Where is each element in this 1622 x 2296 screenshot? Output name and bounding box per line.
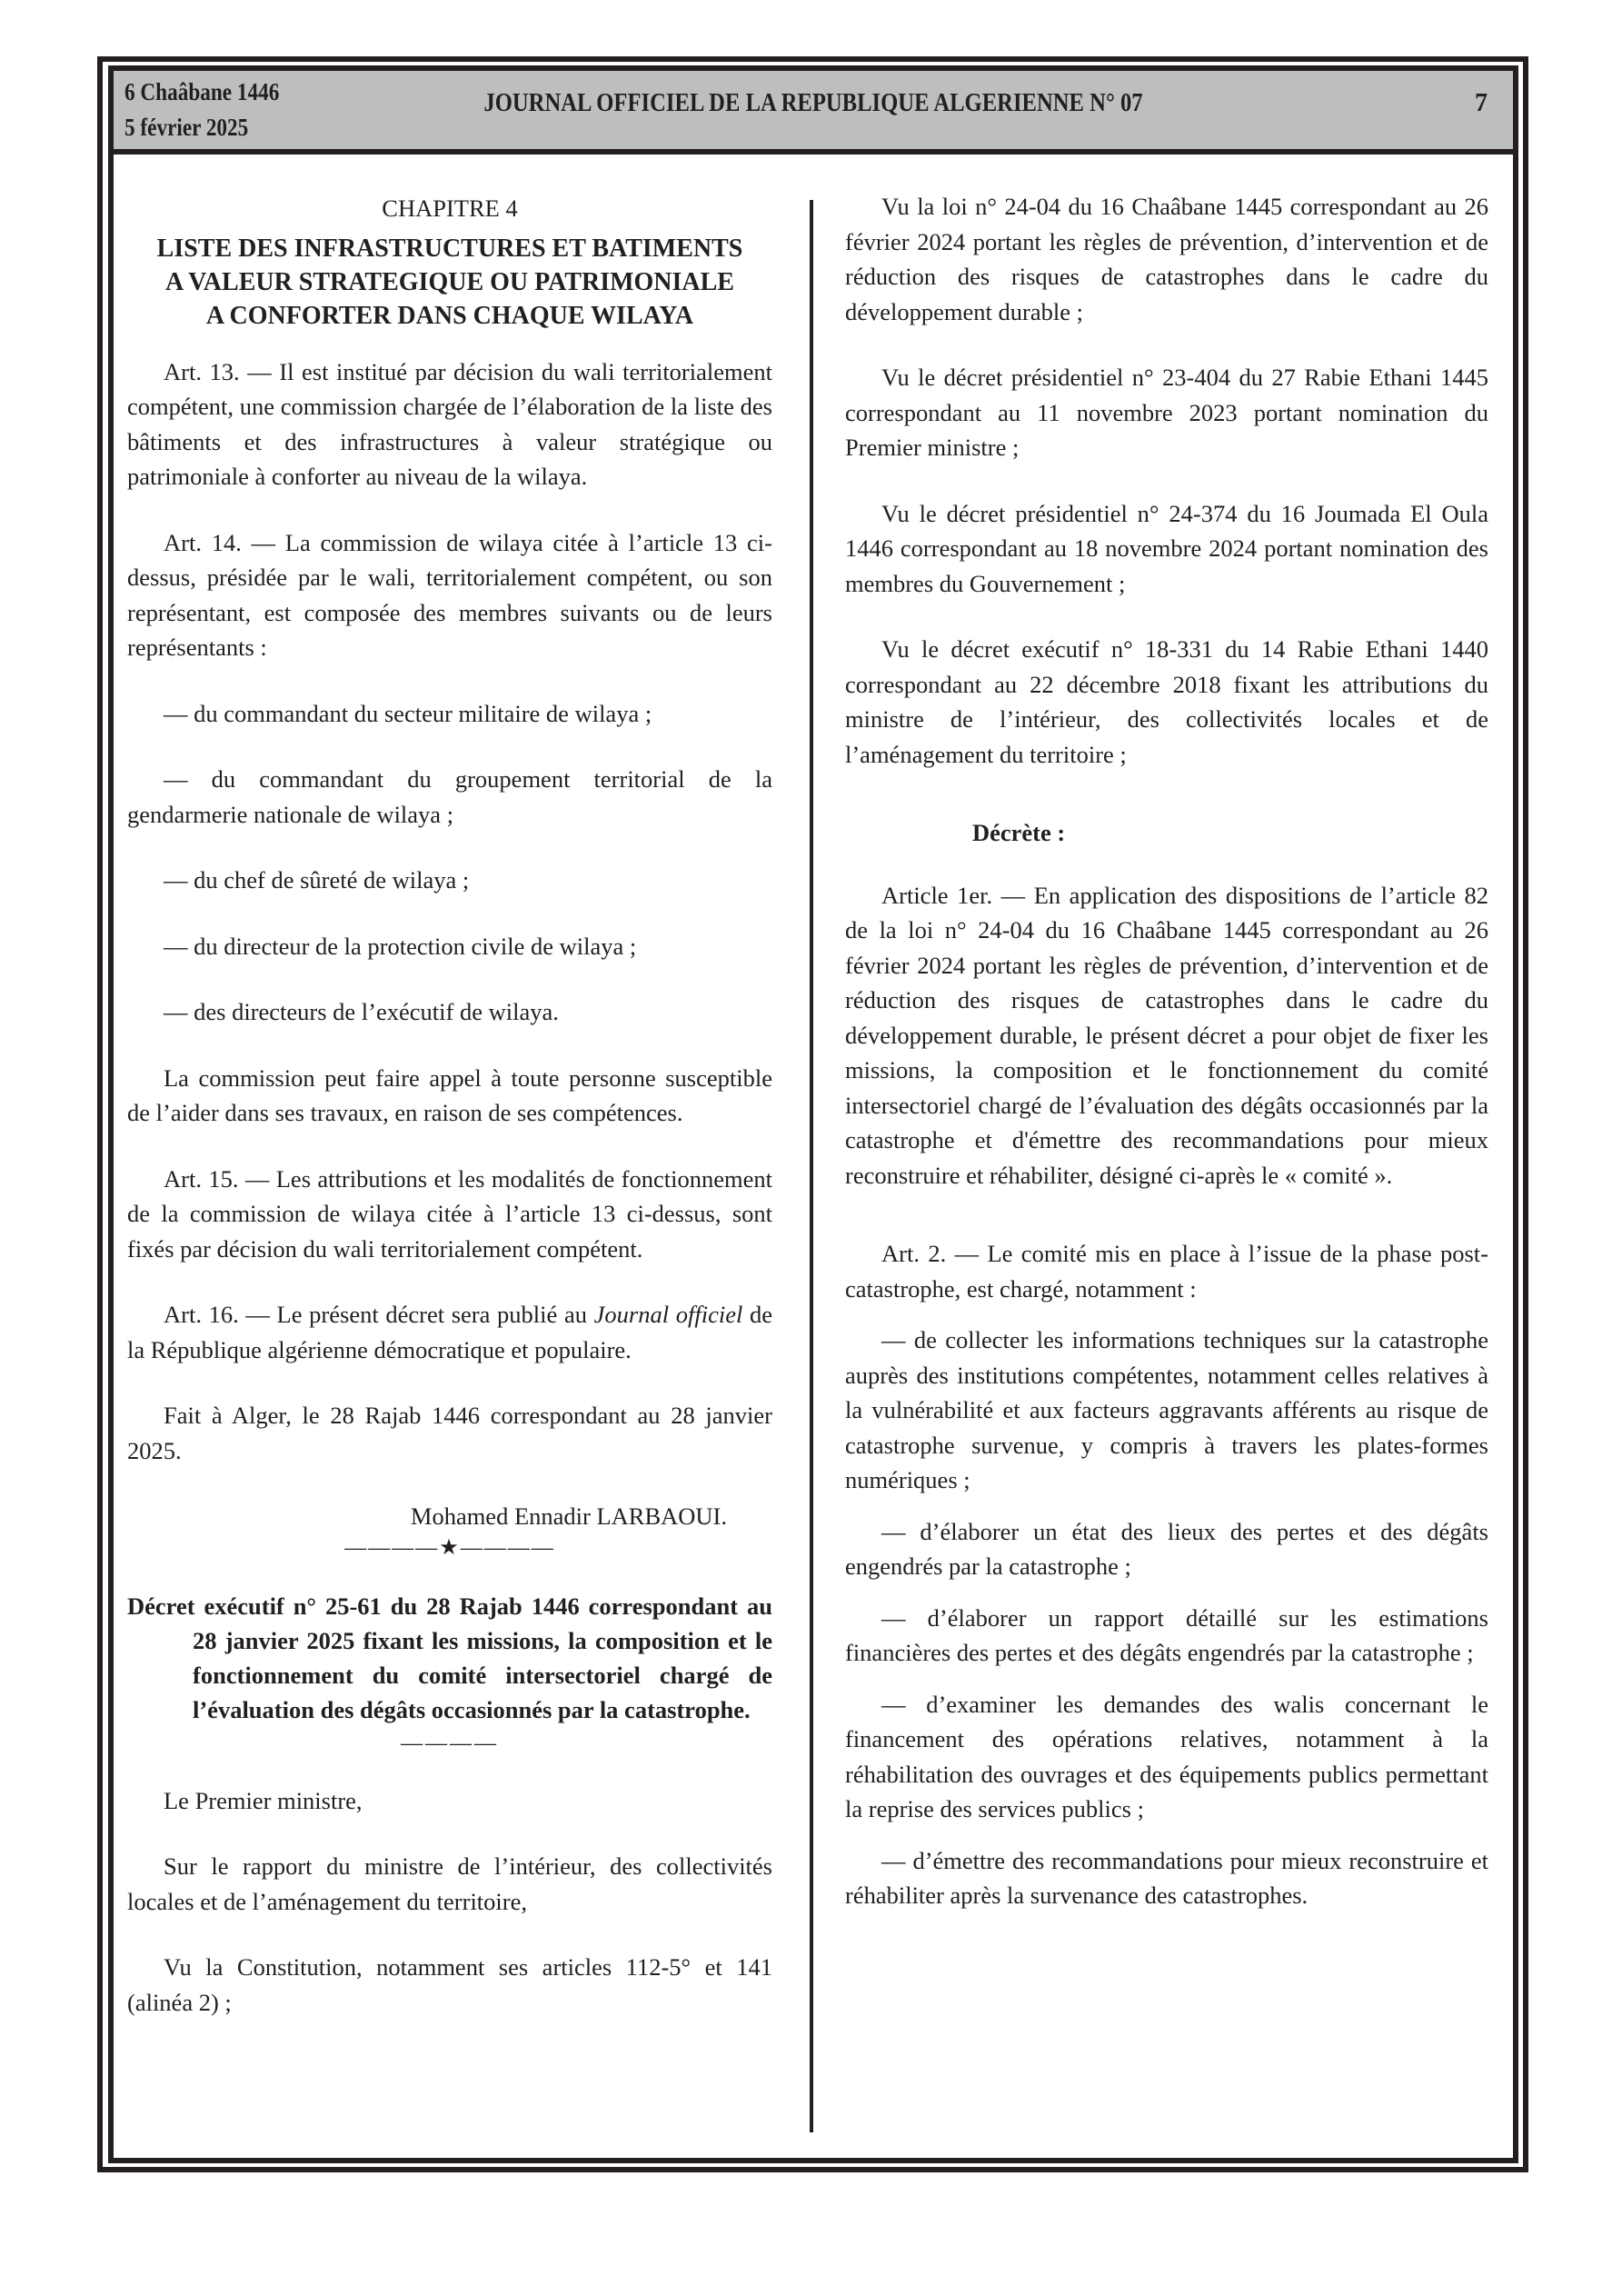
journal-title: JOURNAL OFFICIEL DE LA REPUBLIQUE ALGERIENNE N° 07 — [483, 89, 1143, 117]
journal-header — [114, 71, 1513, 155]
vu-constitution: Vu la Constitution, notamment ses articles 112-5° et 141 (alinéa 2) ; — [127, 1953, 772, 2016]
article-15: Art. 15. — Les attributions et les modalités de fonctionnement de la commission de wilaya citée à l’article 13 ci-dessus, sont fixés par décision du wali territorialement compétent. — [127, 1164, 772, 1263]
art2-item: — de collecter les informations techniques sur la catastrophe auprès des institutions compétentes, notamment celles relatives à la vulnérabilité et aux facteurs aggravants afférents au risque de catastrophe survenue, y compris à travers les plates-formes numériques ; — [845, 1326, 1488, 1493]
art2-item: — d’émettre des recommandations pour mieux reconstruire et réhabiliter après la survenance des catastrophes. — [845, 1846, 1488, 1909]
star-separator: ————★———— — [344, 1535, 555, 1560]
premier-ministre: Le Premier ministre, — [164, 1786, 363, 1814]
hijri-date: 6 Chaâbane 1446 — [124, 78, 280, 105]
signature: Mohamed Ennadir LARBAOUI. — [410, 1502, 727, 1530]
chapter-title — [127, 232, 772, 333]
article-14: Art. 14. — La commission de wilaya citée à l’article 13 ci-dessus, présidée par le wali, territorialement compétent, ou son représentant, est composée des membres suivants ou de leurs représentants : — [127, 528, 772, 661]
report-clause: Sur le rapport du ministre de l’intérieur, des collectivités locales et de l’aménagement du territoire, — [127, 1852, 772, 1915]
article-13: Art. 13. — Il est institué par décision du wali territorialement compétent, une commission chargée de l’élaboration de la liste des bâtiments et des infrastructures à valeur stratégique ou patrimoniale à conforter au niveau de la wilaya. — [127, 357, 772, 490]
vu-decret-18-331: Vu le décret exécutif n° 18-331 du 14 Rabie Ethani 1440 correspondant au 22 décembre 2018 fixant les attributions du ministre de l’intérieur, des collectivités locales et de l’aménagement du territoire ; — [845, 635, 1488, 768]
member-item: — des directeurs de l’exécutif de wilaya. — [164, 998, 559, 1025]
chapter-title-line: A VALEUR STRATEGIQUE OU PATRIMONIALE — [165, 267, 734, 296]
member-item: — du commandant du groupement territorial de la gendarmerie nationale de wilaya ; — [127, 765, 772, 828]
article-1: Article 1er. — En application des dispositions de l’article 82 de la loi n° 24-04 du 16 Chaâbane 1445 correspondant au 26 février 2024 portant les règles de prévention, d’intervention et de réduction des risques de catastrophes dans le cadre du développement durable, le présent décret a pour objet de fixer les missions, la composition et le fonctionnement du comité intersectoriel chargé de l’évaluation des dégâts occasionnés par la catastrophe et d'émettre des recommandations pour mieux reconstruire et réhabiliter, désigné ci-après le « comité ». — [845, 881, 1488, 1189]
article-16-text-end: de la République algérienne démocratique et populaire. — [127, 1301, 773, 1363]
right-column — [845, 189, 1488, 1930]
decrete-heading: Décrète : — [972, 819, 1066, 846]
short-separator: ———— — [401, 1731, 499, 1755]
decree-title: Décret exécutif n° 25-61 du 28 Rajab 1446 correspondant au 28 janvier 2025 fixant les missions, la composition et le fonctionnement du comité intersectoriel chargé de l’évaluation des dégâts occasionnés par la catastrophe. — [127, 1592, 772, 1723]
member-item: — du commandant du secteur militaire de wilaya ; — [164, 699, 652, 727]
chapter-title-line: A CONFORTER DANS CHAQUE WILAYA — [205, 301, 694, 330]
vu-decret-23-404: Vu le décret présidentiel n° 23-404 du 27 Rabie Ethani 1445 correspondant au 11 novembre 2023 portant nomination du Premier ministre ; — [845, 364, 1488, 461]
article-16 — [127, 1297, 772, 1367]
art2-item: — d’examiner les demandes des walis concernant le financement des opérations relatives, notamment à la réhabilitation des ouvrages et des équipements publics permettant la reprise des services publics ; — [845, 1690, 1488, 1822]
art2-item: — d’élaborer un état des lieux des pertes et des dégâts engendrés par la catastrophe ; — [845, 1517, 1488, 1580]
column-divider — [810, 200, 813, 2132]
article-16-text: Art. 16. — Le présent décret sera publié au — [164, 1301, 594, 1328]
gregorian-date: 5 février 2025 — [124, 114, 249, 141]
chapter-label: CHAPITRE 4 — [382, 195, 518, 222]
chapter-title-line: LISTE DES INFRASTRUCTURES ET BATIMENTS — [156, 234, 743, 263]
vu-decret-24-374: Vu le décret présidentiel n° 24-374 du 16 Joumada El Oula 1446 correspondant au 18 novembre 2024 portant nomination des membres du Gouvernement ; — [845, 499, 1488, 597]
article-2: Art. 2. — Le comité mis en place à l’issue de la phase post-catastrophe, est chargé, notamment : — [845, 1240, 1488, 1303]
page-number: 7 — [1475, 89, 1488, 117]
left-column — [127, 189, 772, 2036]
member-item: — du chef de sûreté de wilaya ; — [164, 866, 470, 893]
member-item: — du directeur de la protection civile de wilaya ; — [164, 932, 637, 960]
done-at-line: Fait à Alger, le 28 Rajab 1446 correspondant au 28 janvier 2025. — [127, 1402, 772, 1464]
journal-officiel-italic: Journal officiel — [593, 1301, 743, 1328]
article-14-note: La commission peut faire appel à toute personne susceptible de l’aider dans ses travaux, en raison de ses compétences. — [127, 1063, 772, 1126]
art2-item: — d’élaborer un rapport détaillé sur les estimations financières des pertes et des dégâts engendrés par la catastrophe ; — [845, 1603, 1488, 1666]
vu-loi-24-04: Vu la loi n° 24-04 du 16 Chaâbane 1445 correspondant au 26 février 2024 portant les règles de prévention, d’intervention et de réduction des risques de catastrophes dans le cadre du développement durable ; — [845, 193, 1488, 325]
